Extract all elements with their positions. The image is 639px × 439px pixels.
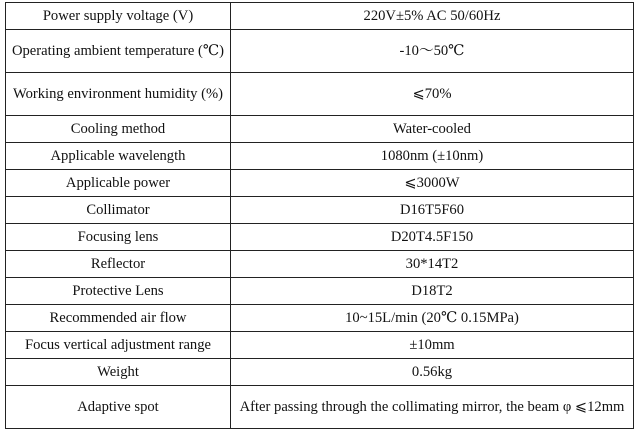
table-row xyxy=(6,116,634,143)
param-operating-temperature: Operating ambient temperature (℃) xyxy=(6,30,231,73)
table-row xyxy=(6,143,634,170)
value-air-flow: 10~15L/min (20℃ 0.15MPa) xyxy=(231,305,634,332)
param-adaptive-spot: Adaptive spot xyxy=(6,386,231,429)
table-row xyxy=(6,359,634,386)
param-focusing-lens: Focusing lens xyxy=(6,224,231,251)
value-power-supply-voltage: 220V±5% AC 50/60Hz xyxy=(231,3,634,30)
table-row xyxy=(6,251,634,278)
value-power: ⩽3000W xyxy=(231,170,634,197)
specifications-table xyxy=(5,2,634,429)
value-weight: 0.56kg xyxy=(231,359,634,386)
value-protective-lens: D18T2 xyxy=(231,278,634,305)
value-cooling-method: Water-cooled xyxy=(231,116,634,143)
table-row xyxy=(6,170,634,197)
param-power: Applicable power xyxy=(6,170,231,197)
param-collimator: Collimator xyxy=(6,197,231,224)
param-focus-adjustment-range: Focus vertical adjustment range xyxy=(6,332,231,359)
table-row xyxy=(6,197,634,224)
value-reflector: 30*14T2 xyxy=(231,251,634,278)
param-air-flow: Recommended air flow xyxy=(6,305,231,332)
param-reflector: Reflector xyxy=(6,251,231,278)
value-focus-adjustment-range: ±10mm xyxy=(231,332,634,359)
param-cooling-method: Cooling method xyxy=(6,116,231,143)
param-power-supply-voltage: Power supply voltage (V) xyxy=(6,3,231,30)
table-row xyxy=(6,305,634,332)
param-weight: Weight xyxy=(6,359,231,386)
table-row xyxy=(6,332,634,359)
param-humidity: Working environment humidity (%) xyxy=(6,73,231,116)
param-protective-lens: Protective Lens xyxy=(6,278,231,305)
table-row xyxy=(6,30,634,73)
table-row xyxy=(6,3,634,30)
value-collimator: D16T5F60 xyxy=(231,197,634,224)
value-humidity: ⩽70% xyxy=(231,73,634,116)
value-focusing-lens: D20T4.5F150 xyxy=(231,224,634,251)
table-row xyxy=(6,278,634,305)
value-adaptive-spot: After passing through the collimating mirror, the beam φ ⩽12mm xyxy=(231,386,634,429)
table-row xyxy=(6,73,634,116)
table-row xyxy=(6,224,634,251)
param-wavelength: Applicable wavelength xyxy=(6,143,231,170)
table-row xyxy=(6,386,634,429)
value-wavelength: 1080nm (±10nm) xyxy=(231,143,634,170)
value-operating-temperature: -10～50℃ xyxy=(231,30,634,73)
